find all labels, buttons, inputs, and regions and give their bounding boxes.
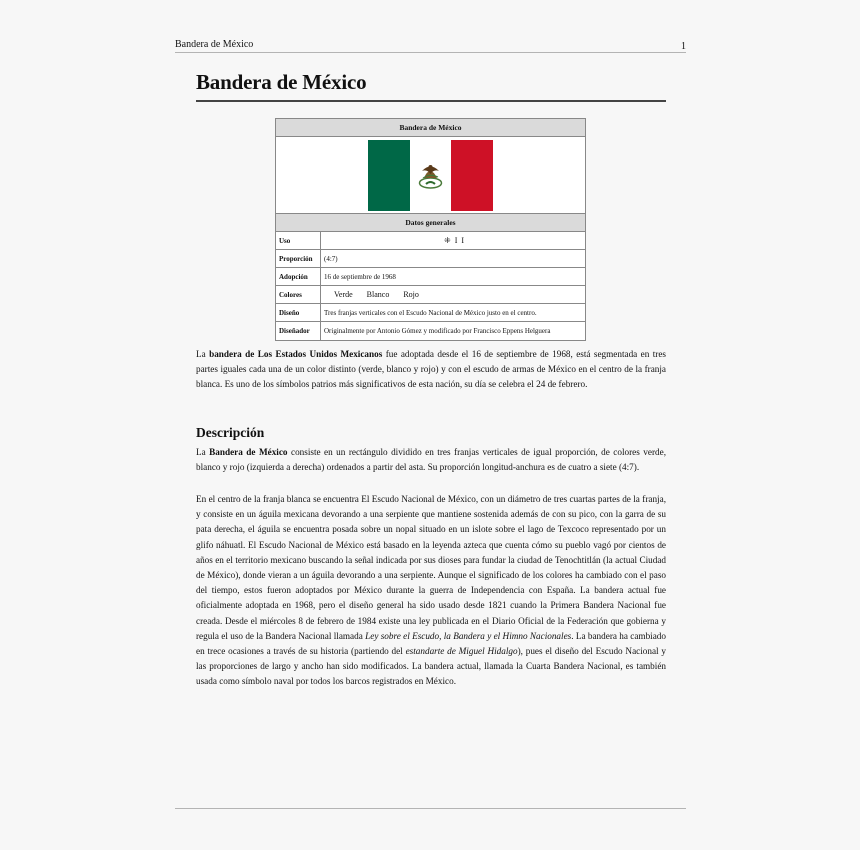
flag-green-stripe xyxy=(368,140,410,211)
infobox-row-adopcion xyxy=(276,268,585,286)
infobox-key: Proporción xyxy=(276,250,321,267)
infobox-key: Diseño xyxy=(276,304,321,321)
color-rojo: Rojo xyxy=(403,290,419,299)
intro-text: fue adoptada desde el 16 de septiembre de 1968, está segmentada en tres partes iguales cada una de un color distinto (verde, blanco y rojo) y con el escudo de armas de México en el centro de la franja blanca. Es uno de los símbolos patrios más significativos de esta nación, su día se celebra el 24 de febrero. xyxy=(196,349,666,390)
page-number: 1 xyxy=(681,41,686,52)
running-header-title: Bandera de México xyxy=(175,39,254,50)
running-header xyxy=(175,39,686,53)
infobox xyxy=(275,118,586,341)
flag-red-stripe xyxy=(451,140,493,211)
footer-rule xyxy=(175,808,686,809)
intro-paragraph xyxy=(196,347,666,393)
infobox-title: Bandera de México xyxy=(276,119,585,137)
page-title: Bandera de México xyxy=(196,70,666,102)
infobox-row-disenador xyxy=(276,322,585,340)
infobox-key: Uso xyxy=(276,232,321,249)
usage-symbols-icon: ⁜ I I xyxy=(443,236,466,245)
color-blanco: Blanco xyxy=(366,290,390,299)
paragraph-text: En el centro de la franja blanca se encuentra El Escudo Nacional de México, con un diámetro de tres cuartas partes de la franja, y consiste en un águila mexicana devorando a una serpiente que mantiene sostenida además de con su pico, con la garra de su pata derecha, el águila se encuentra posada sobre un nopal situado en un islote sobre el lago de Texcoco representado por un glifo náhuatl. El Escudo Nacional de México está basado en la leyenda azteca que cuenta cómo su pueblo vagó por cientos de años en el territorio mexicano buscando la señal indicada por sus dioses para fundar la ciudad de Tenochtitlán (la actual Ciudad de México), donde vieran a un águila devorando a una serpiente. Aunque el significado de los colores ha cambiado con el paso del tiempo, estos fueron adoptados por México durante la guerra de Independencia con España. La bandera actual fue oficialmente adoptada en 1968, pero el diseño general ha sido usado desde 1821 cuando la Primera Bandera Nacional fue creada. Desde el miércoles 8 de febrero de 1984 existe una ley publicada en el Diario Oficial de la Federación que gobierna y regula el uso de la Bandera Nacional llamada xyxy=(196,494,666,641)
infobox-key: Adopción xyxy=(276,268,321,285)
paragraph-text: La xyxy=(196,447,210,457)
infobox-key: Diseñador xyxy=(276,322,321,340)
infobox-flag-cell xyxy=(276,137,585,214)
infobox-value: 16 de septiembre de 1968 xyxy=(324,272,396,281)
color-verde: Verde xyxy=(334,290,353,299)
section-heading-descripcion: Descripción xyxy=(196,425,265,440)
bold-term: Bandera de México xyxy=(209,447,288,457)
estandarte-italic: estandarte de Miguel Hidalgo xyxy=(405,646,518,657)
descripcion-paragraph-2 xyxy=(196,492,666,690)
descripcion-paragraph-1 xyxy=(196,445,666,475)
paragraph-text: . La bandera ha cambiado en trece ocasiones a través de su historia (partiendo del xyxy=(196,630,666,657)
infobox-key: Colores xyxy=(276,286,321,303)
law-title-italic: Ley sobre el Escudo, la Bandera y el Himno Nacionales xyxy=(365,630,572,641)
infobox-value: Tres franjas verticales con el Escudo Nacional de México justo en el centro. xyxy=(324,308,537,317)
intro-bold-term: bandera de Los Estados Unidos Mexicanos xyxy=(209,349,383,359)
paragraph-text: consiste en un rectángulo dividido en tres franjas verticales de igual proporción, de colores verde, blanco y rojo (izquierda a derecha) ordenados a partir del asta. Su proporción longitud-anchura es de cuatro a siete (4:7). xyxy=(196,447,666,473)
intro-text: La xyxy=(196,349,210,359)
infobox-row-proporcion xyxy=(276,250,585,268)
infobox-row-uso xyxy=(276,232,585,250)
paragraph-text: ), pues el diseño del Escudo Nacional y las proporciones de largo y ancho han sido modificados. La bandera actual, llamada la Cuarta Bandera Nacional, es también usada como símbolo naval por todos los barcos registrados en México. xyxy=(196,646,666,687)
infobox-section-heading: Datos generales xyxy=(276,214,585,232)
infobox-row-diseno xyxy=(276,304,585,322)
infobox-value: (4:7) xyxy=(324,254,338,263)
infobox-row-colores xyxy=(276,286,585,304)
infobox-colors-list xyxy=(321,286,585,303)
infobox-value: Originalmente por Antonio Gómez y modificado por Francisco Eppens Helguera xyxy=(324,327,551,335)
mexico-flag-image xyxy=(368,140,493,211)
